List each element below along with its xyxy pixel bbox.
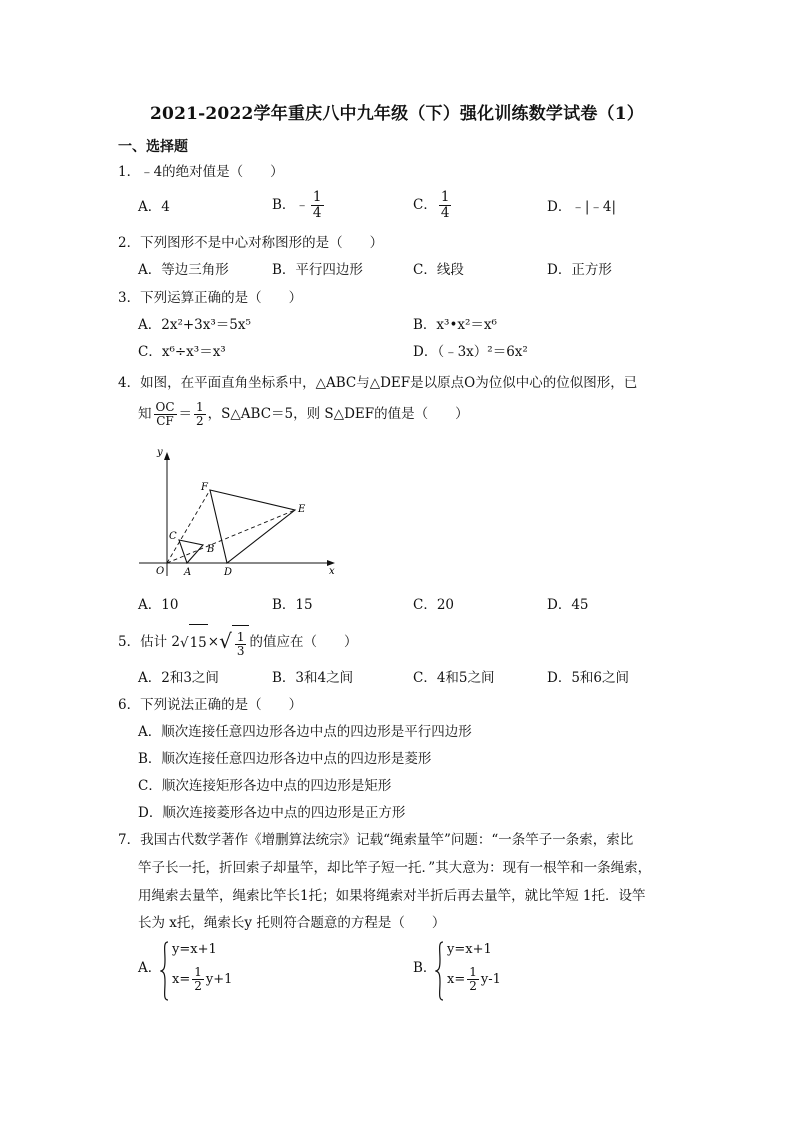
q1-option-b-prefix: B．﹣	[272, 197, 309, 213]
label-d: D	[224, 567, 233, 578]
q4-stem-line1: 4．如图，在平面直角坐标系中，△ABC与△DEF是以原点O为位似中心的位似图形，已	[118, 375, 638, 391]
eq-fraction	[467, 966, 479, 993]
q3-option-b: B．x³•x²＝x⁶	[413, 317, 497, 333]
label-f: F	[201, 482, 208, 493]
fraction-numerator: 1	[440, 189, 450, 205]
q1-option-c-prefix: C．	[413, 197, 437, 213]
q7-stem-line2: 竿子长一托，折回索子却量竿，却比竿子短一托．”其大意为：现有一根竿和一条绳索，	[138, 860, 652, 876]
q5-option-b: B．3和4之间	[272, 670, 354, 686]
sqrt-radicand: 15	[189, 624, 208, 661]
fraction-numerator: 1	[312, 189, 322, 205]
label-e: E	[298, 504, 306, 515]
q4-stem-prefix: 知	[138, 406, 152, 422]
fraction-numerator: 1	[196, 400, 204, 414]
q4-ratio-fraction	[154, 401, 177, 428]
sqrt-symbol: √	[219, 629, 232, 653]
q5-option-c: C．4和5之间	[413, 670, 495, 686]
label-o: O	[156, 566, 165, 577]
q3-stem: 3．下列运算正确的是（ ）	[118, 290, 303, 306]
label-a: A	[184, 567, 192, 578]
q2-option-d: D．正方形	[547, 262, 612, 278]
q7-stem-line4: 长为 x托，绳索长y 托则符合题意的方程是（ ）	[138, 915, 446, 931]
q4-equals: ＝	[178, 406, 193, 422]
q6-option-a: A．顺次连接任意四边形各边中点的四边形是平行四边形	[138, 724, 472, 740]
label-x: x	[329, 566, 335, 577]
q7-option-b-eq2	[447, 964, 501, 996]
q2-option-c: C．线段	[413, 262, 464, 278]
fraction-denominator: 2	[194, 979, 202, 993]
q1-option-b	[272, 190, 326, 221]
q5-option-d: D．5和6之间	[547, 670, 630, 686]
q1-stem: 1．﹣4的绝对值是（ ）	[118, 164, 284, 180]
q4-stem-line2	[138, 398, 469, 430]
eq-prefix: x=	[447, 972, 466, 987]
q7-option-a-eq2	[172, 964, 232, 996]
q3-option-c: C．x⁶÷x³＝x³	[138, 344, 226, 360]
q4-half-fraction	[194, 401, 206, 428]
label-y: y	[157, 448, 163, 458]
eq-suffix: y+1	[205, 972, 233, 987]
q7-option-a-brace	[160, 940, 170, 1002]
label-c: C	[169, 531, 177, 542]
q5-sqrt-15	[180, 624, 208, 661]
q6-stem: 6．下列说法正确的是（ ）	[118, 697, 303, 713]
ray-o-e	[167, 510, 295, 563]
sqrt-symbol: √	[179, 635, 189, 651]
q6-option-c: C．顺次连接矩形各边中点的四边形是矩形	[138, 778, 392, 794]
q6-option-d: D．顺次连接菱形各边中点的四边形是正方形	[138, 805, 406, 821]
q1-option-a: A．4	[138, 199, 170, 215]
q1-option-b-fraction	[311, 190, 324, 221]
q4-stem-rest: ，S△ABC＝5，则 S△DEF的值是（ ）	[207, 406, 469, 422]
eq-fraction	[192, 966, 204, 993]
q5-stem-prefix: 5．估计 2	[118, 634, 180, 650]
q3-option-d: D．（﹣3x）²＝6x²	[413, 344, 528, 360]
fraction-numerator: 1	[236, 630, 245, 644]
q2-stem: 2．下列图形不是中心对称图形的是（ ）	[118, 235, 384, 251]
page-title: 2021-2022学年重庆八中九年级（下）强化训练数学试卷（1）	[150, 104, 644, 124]
fraction-denominator: 3	[236, 644, 245, 658]
q7-option-b-label: B．	[413, 960, 437, 976]
q5-stem	[118, 623, 357, 662]
fraction-denominator: 4	[440, 205, 450, 221]
q7-stem-line3: 用绳索去量竿，绳索比竿长1托；如果将绳索对半折后再去量竿，就比竿短 1托．设竿	[138, 888, 646, 904]
q7-option-a-label: A．	[138, 960, 162, 976]
q5-times: ×	[207, 634, 220, 650]
eq-suffix: y-1	[480, 972, 501, 987]
q5-option-a: A．2和3之间	[138, 670, 219, 686]
q7-option-a-eq1: y=x+1	[172, 942, 217, 957]
q2-option-a: A．等边三角形	[138, 262, 229, 278]
q4-option-b: B．15	[272, 597, 313, 613]
brace-path	[161, 942, 168, 1000]
q4-option-a: A．10	[138, 597, 179, 613]
q4-option-d: D．45	[547, 597, 589, 613]
q1-option-c-fraction	[439, 190, 452, 221]
q7-option-b-eq1: y=x+1	[447, 942, 492, 957]
triangle-def	[210, 490, 295, 563]
y-axis-arrow	[164, 452, 170, 460]
q7-option-b-brace	[435, 940, 445, 1002]
fraction-numerator: 1	[469, 965, 477, 979]
section-heading: 一、选择题	[118, 139, 188, 155]
q2-option-b: B．平行四边形	[272, 262, 363, 278]
q3-option-a: A．2x²+3x³＝5x⁵	[138, 317, 251, 333]
q1-option-d: D．﹣|﹣4|	[547, 199, 617, 215]
fraction-numerator: OC	[155, 400, 175, 414]
fraction-denominator: CF	[154, 414, 177, 428]
brace-path	[436, 942, 443, 1000]
fraction-denominator: 4	[312, 205, 322, 221]
fraction-denominator: 2	[469, 979, 477, 993]
q4-coordinate-figure	[135, 448, 345, 578]
fraction-denominator: 2	[196, 414, 204, 428]
eq-prefix: x=	[172, 972, 191, 987]
q5-stem-suffix: 的值应在（ ）	[249, 634, 358, 650]
fraction-numerator: 1	[194, 965, 202, 979]
q6-option-b: B．顺次连接任意四边形各边中点的四边形是菱形	[138, 751, 432, 767]
label-b: B	[207, 544, 215, 555]
sqrt-radicand	[232, 625, 250, 662]
q7-stem-line1: 7．我国古代数学著作《增删算法统宗》记载“绳索量竿”问题：“一条竿子一条索，索比	[118, 832, 634, 848]
q4-option-c: C．20	[413, 597, 455, 613]
ray-o-f	[167, 490, 210, 563]
q5-sqrt-one-third	[219, 623, 249, 662]
q5-one-third-fraction	[235, 631, 247, 658]
q1-option-c	[413, 190, 453, 221]
triangle-abc	[179, 540, 203, 563]
